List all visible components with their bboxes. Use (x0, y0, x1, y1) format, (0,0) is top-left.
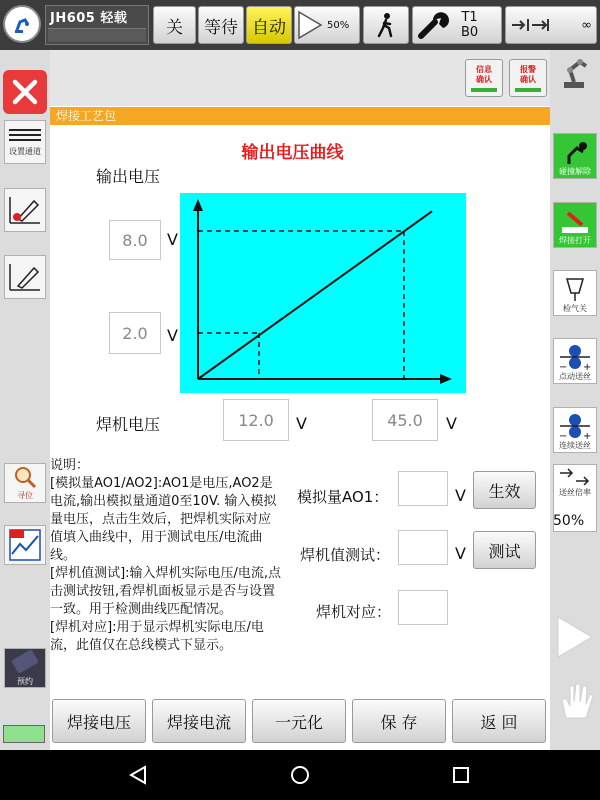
weld-curve-button[interactable] (4, 255, 46, 299)
next-page-arrow-icon[interactable] (556, 615, 594, 663)
jog-feed-button[interactable] (553, 338, 597, 384)
chart-background (180, 193, 466, 393)
welder-match-field (398, 590, 448, 625)
weld-torch-button[interactable] (4, 188, 46, 232)
description-test: [焊机值测试]:输入焊机实际电压/电流,点击测试按钮,看焊机面板显示是否与设置一致。用于检测曲线匹配情况。 (50, 566, 282, 617)
cycle-count: ∞ (581, 17, 592, 33)
wire-feed-jog-icon (558, 343, 592, 371)
feed-ratio-label: 送丝倍率 (559, 488, 591, 497)
ao1-unit: V (455, 486, 466, 505)
program-name-box[interactable] (45, 5, 149, 45)
weld-voltage-button[interactable]: 焊接电压 (52, 699, 146, 743)
servo-off-button[interactable]: 关 (153, 6, 196, 44)
continuous-feed-button[interactable] (553, 407, 597, 453)
description-panel (50, 457, 282, 655)
play-icon (297, 10, 323, 40)
welder-test-input[interactable] (398, 530, 448, 565)
info-led (471, 88, 497, 92)
curve-button[interactable] (4, 525, 46, 565)
nav-back-icon[interactable] (128, 765, 148, 789)
robot-arm-icon[interactable] (556, 54, 592, 94)
chart-title: 输出电压曲线 (241, 143, 344, 163)
output-voltage-low-input[interactable]: 2.0 (109, 312, 161, 354)
x-axis-label: 焊机电压 (96, 415, 161, 434)
wrench-icon (417, 10, 451, 40)
weld-torch-icon (8, 193, 42, 227)
feed-ratio-icon (558, 467, 592, 487)
hand-gesture-icon[interactable] (556, 678, 596, 726)
guide-button[interactable] (4, 463, 46, 503)
ao1-label: 模拟量AO1： (297, 488, 389, 506)
welder-voltage-low-unit: V (296, 414, 307, 433)
welder-voltage-low-input[interactable]: 12.0 (223, 399, 289, 441)
output-voltage-low-unit: V (167, 326, 178, 345)
alarm-confirm-label: 报警确认 (520, 64, 536, 84)
svg-text:−: − (559, 362, 568, 371)
description-ao: [模拟量AO1/AO2]:AO1是电压,AO2是电流,输出模拟量通道0至10V. 输入模拟量电压，点击生效后，把焊机实际对应值填入曲线中，用于测试电压/电流曲线。 (50, 476, 277, 563)
right-sidebar (550, 50, 600, 750)
alarm-confirm-button[interactable] (509, 59, 547, 97)
header-band (50, 50, 550, 106)
tool-frame-button[interactable] (412, 6, 502, 44)
weld-open-label: 焊接打开 (559, 236, 591, 245)
run-speed-button[interactable] (294, 6, 360, 44)
auto-mode-button[interactable]: 自动 (246, 6, 292, 44)
feed-ratio-value: 50% (553, 513, 585, 529)
welder-test-unit: V (455, 544, 466, 563)
wire-feed-continuous-icon (558, 412, 592, 440)
gas-nozzle-icon (561, 275, 589, 303)
robot-collision-icon (561, 138, 589, 166)
ao1-input[interactable] (398, 471, 448, 506)
weld-open-button[interactable] (553, 202, 597, 248)
collision-release-button[interactable] (553, 133, 597, 179)
guide-label: 寻位 (17, 490, 33, 500)
top-status-bar (0, 0, 600, 50)
welder-match-label: 焊机对应： (316, 603, 392, 621)
set-channel-label: 设置通道 (9, 146, 41, 156)
collision-release-label: 碰撞解除 (559, 167, 591, 176)
info-confirm-label: 信息确认 (476, 64, 492, 84)
description-heading: 说明： (50, 458, 90, 473)
welder-test-label: 焊机值测试： (300, 546, 391, 564)
left-sidebar (0, 50, 50, 750)
preset-button[interactable] (4, 648, 46, 688)
preset-tag-icon (8, 649, 42, 674)
speed-value: 50% (327, 19, 350, 31)
svg-text:−: − (559, 431, 568, 440)
cycle-mode-button[interactable] (505, 6, 597, 44)
program-line-bar (48, 28, 146, 42)
welder-voltage-high-input[interactable]: 45.0 (372, 399, 438, 441)
program-name: JH605 轻载 (50, 11, 128, 26)
voltage-curve-chart (180, 193, 466, 393)
apply-button[interactable]: 生效 (473, 471, 536, 509)
walk-icon (375, 12, 397, 38)
alarm-led (515, 88, 541, 92)
jog-feed-label: 点动送丝 (559, 372, 591, 381)
cycle-arrows-icon (510, 15, 550, 35)
gas-check-button[interactable] (553, 270, 597, 316)
close-icon (11, 78, 39, 106)
robot-logo-icon[interactable] (3, 5, 41, 43)
weld-bead-icon (560, 209, 590, 235)
svg-text:+: + (583, 431, 592, 440)
weld-line-icon (8, 260, 42, 294)
status-indicator (3, 725, 45, 743)
continuous-feed-label: 连续送丝 (559, 441, 591, 450)
frame-readout (461, 10, 478, 40)
unify-button[interactable]: 一元化 (252, 699, 346, 743)
y-axis-label: 输出电压 (96, 167, 161, 186)
wait-button[interactable]: 等待 (198, 6, 244, 44)
output-voltage-high-unit: V (167, 230, 178, 249)
android-nav-bar (0, 750, 600, 800)
test-button[interactable]: 测试 (473, 531, 536, 569)
welder-voltage-high-unit: V (446, 414, 457, 433)
set-channel-button[interactable] (4, 120, 46, 164)
nav-recents-icon[interactable] (452, 766, 470, 788)
weld-current-button[interactable]: 焊接电流 (152, 699, 246, 743)
svg-text:+: + (583, 362, 592, 371)
step-mode-button[interactable] (363, 6, 409, 44)
menu-lines-icon (9, 128, 41, 144)
preset-label: 预约 (17, 677, 33, 686)
page-title: 焊接工艺包 (50, 107, 550, 125)
description-match: [焊机对应]:用于显示焊机实际电压/电流，此值仅在总线模式下显示。 (50, 620, 264, 653)
main-panel (50, 50, 550, 750)
tool-frame-value: T1 (461, 10, 478, 25)
chart-line-icon (8, 528, 42, 562)
base-frame-value: B0 (461, 25, 479, 40)
output-voltage-high-input[interactable]: 8.0 (109, 220, 161, 260)
gas-check-label: 检气关 (563, 304, 587, 313)
info-confirm-button[interactable] (465, 59, 503, 97)
back-button[interactable]: 返 回 (452, 699, 546, 743)
magnifier-icon (13, 466, 37, 488)
nav-home-icon[interactable] (290, 765, 310, 789)
save-button[interactable]: 保 存 (352, 699, 446, 743)
exit-button[interactable] (3, 70, 47, 114)
